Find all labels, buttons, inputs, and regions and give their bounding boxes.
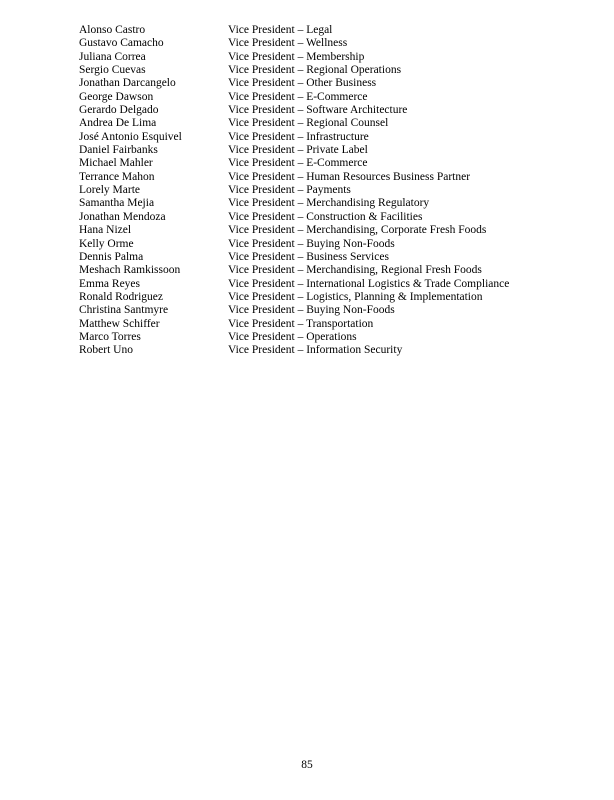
person-title: Vice President – Human Resources Business Partner [228,170,471,183]
person-name: Meshach Ramkissoon [79,264,181,277]
roster-row [79,117,579,130]
roster-row [79,144,579,157]
roster-row [79,224,579,237]
roster-row [79,264,579,277]
person-name: Daniel Fairbanks [79,144,158,157]
person-title: Vice President – Transportation [228,317,374,330]
person-name: Christina Santmyre [79,304,169,317]
person-title: Vice President – Information Security [228,344,403,357]
roster-row [79,77,579,90]
roster-row [79,24,579,37]
roster-row [79,318,579,331]
person-title: Vice President – Construction & Facilities [228,210,423,223]
roster-row [79,331,579,344]
person-name: Samantha Mejia [79,197,155,210]
person-title: Vice President – Legal [228,24,333,36]
person-title: Vice President – Merchandising, Regional Fresh Foods [228,264,482,277]
person-name: Gustavo Camacho [79,37,164,50]
person-title: Vice President – E-Commerce [228,157,368,170]
person-name: Gerardo Delgado [79,104,159,117]
person-title: Vice President – Regional Counsel [228,117,389,130]
roster-row [79,304,579,317]
roster-list [79,24,579,358]
person-name: Alonso Castro [79,24,146,36]
roster-row [79,64,579,77]
roster-row [79,238,579,251]
roster-row [79,251,579,264]
person-title: Vice President – Buying Non-Foods [228,304,395,317]
roster-row [79,278,579,291]
person-title: Vice President – Business Services [228,250,389,263]
person-name: Juliana Correa [79,50,146,63]
person-name: Robert Uno [79,344,133,357]
person-title: Vice President – Regional Operations [228,64,402,77]
person-title: Vice President – Infrastructure [228,130,369,143]
person-name: Michael Mahler [79,157,153,170]
roster-row [79,184,579,197]
page-number: 85 [301,759,313,771]
person-title: Vice President – Operations [228,330,357,343]
person-name: Hana Nizel [79,224,132,237]
person-name: Ronald Rodriguez [79,290,163,303]
person-name: Sergio Cuevas [79,64,146,77]
person-name: George Dawson [79,90,154,103]
person-title: Vice President – Software Architecture [228,104,408,117]
person-name: Marco Torres [79,330,141,343]
person-name: Jonathan Darcangelo [79,77,176,90]
roster-row [79,211,579,224]
person-title: Vice President – Buying Non-Foods [228,237,395,250]
person-name: José Antonio Esquivel [79,130,182,143]
person-title: Vice President – Logistics, Planning & Implementation [228,290,483,303]
person-title: Vice President – International Logistics & Trade Compliance [228,277,510,290]
person-title: Vice President – Other Business [228,77,377,90]
person-title: Vice President – E-Commerce [228,90,368,103]
roster-row [79,104,579,117]
roster-row [79,91,579,104]
roster-row [79,197,579,210]
person-name: Matthew Schiffer [79,317,160,330]
roster-row [79,37,579,50]
person-name: Lorely Marte [79,184,140,197]
roster-row [79,157,579,170]
person-title: Vice President – Private Label [228,144,368,157]
person-title: Vice President – Merchandising, Corporate Fresh Foods [228,224,487,237]
person-title: Vice President – Merchandising Regulatory [228,197,430,210]
person-name: Dennis Palma [79,250,144,263]
person-name: Andrea De Lima [79,117,157,130]
person-title: Vice President – Membership [228,50,365,63]
roster-row [79,131,579,144]
person-title: Vice President – Payments [228,184,351,197]
person-name: Terrance Mahon [79,170,155,183]
person-name: Kelly Orme [79,237,134,250]
roster-row [79,291,579,304]
roster-row [79,344,579,357]
person-name: Jonathan Mendoza [79,210,166,223]
roster-row [79,51,579,64]
roster-row [79,171,579,184]
person-title: Vice President – Wellness [228,37,348,50]
person-name: Emma Reyes [79,277,140,290]
